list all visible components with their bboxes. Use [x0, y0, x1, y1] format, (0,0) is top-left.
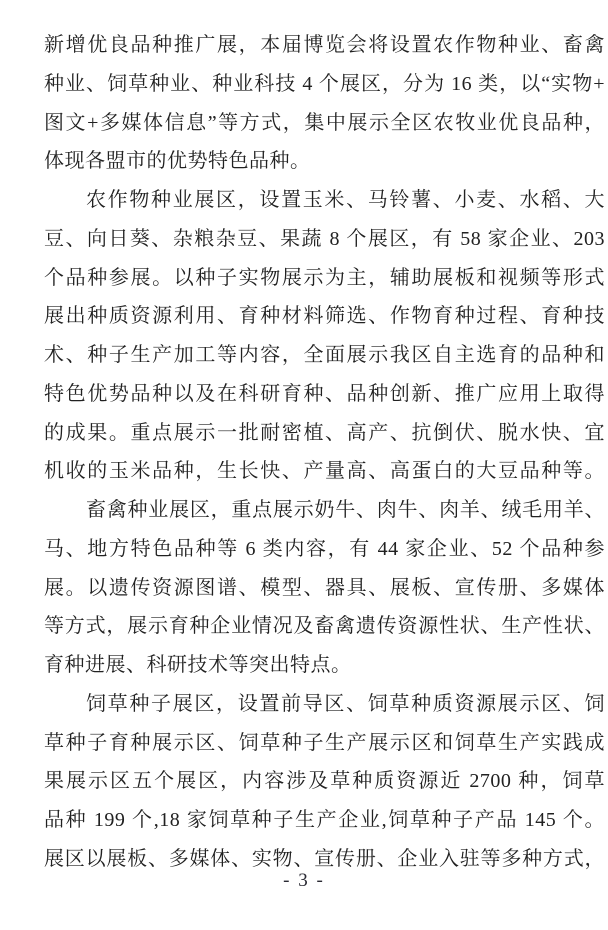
text-line: 展区以展板、多媒体、实物、宣传册、企业入驻等多种方式， [44, 847, 605, 870]
text-line: 育种进展、科研技术等突出特点。 [44, 654, 352, 676]
text-line: 术、种子生产加工等内容，全面展示我区自主选育的品种和 [44, 344, 605, 366]
document-body [44, 26, 605, 879]
text-line: 机收的玉米品种，生长快、产量高、高蛋白的大豆品种等。 [44, 460, 605, 483]
text-line: 畜禽种业展区，重点展示奶牛、肉牛、肉羊、绒毛用羊、 [86, 499, 605, 521]
text-line: 草种子育种展示区、饲草种子生产展示区和饲草生产实践成 [44, 731, 605, 754]
text-line: 展。以遗传资源图谱、模型、器具、展板、宣传册、多媒体 [44, 576, 605, 599]
text-line: 的成果。重点展示一批耐密植、高产、抗倒伏、脱水快、宜 [44, 421, 605, 444]
page-number: - 3 - [283, 870, 325, 891]
text-line: 特色优势品种以及在科研育种、品种创新、推广应用上取得 [44, 382, 605, 405]
text-line: 农作物种业展区，设置玉米、马铃薯、小麦、水稻、大 [86, 189, 605, 211]
text-line: 豆、向日葵、杂粮杂豆、果蔬 8 个展区，有 58 家企业、203 [44, 227, 605, 250]
text-line: 品种 199 个,18 家饲草种子生产企业,饲草种子产品 145 个。 [44, 809, 605, 831]
text-line: 图文+多媒体信息”等方式，集中展示全区农牧业优良品种， [44, 111, 605, 134]
text-line: 体现各盟市的优势特色品种。 [44, 150, 311, 173]
text-line: 种业、饲草种业、种业科技 4 个展区，分为 16 类，以“实物+ [44, 72, 605, 95]
text-line: 马、地方特色品种等 6 类内容，有 44 家企业、52 个品种参 [44, 537, 605, 560]
text-line: 饲草种子展区，设置前导区、饲草种质资源展示区、饲 [86, 692, 605, 715]
text-line: 展出种质资源利用、育种材料筛选、作物育种过程、育种技 [44, 305, 605, 328]
text-line: 新增优良品种推广展，本届博览会将设置农作物种业、畜禽 [44, 34, 605, 56]
text-line: 果展示区五个展区，内容涉及草种质资源近 2700 种，饲草 [44, 770, 605, 793]
text-line: 等方式，展示育种企业情况及畜禽遗传资源性状、生产性状、 [44, 615, 605, 638]
text-line: 个品种参展。以种子实物展示为主，辅助展板和视频等形式 [44, 266, 605, 289]
